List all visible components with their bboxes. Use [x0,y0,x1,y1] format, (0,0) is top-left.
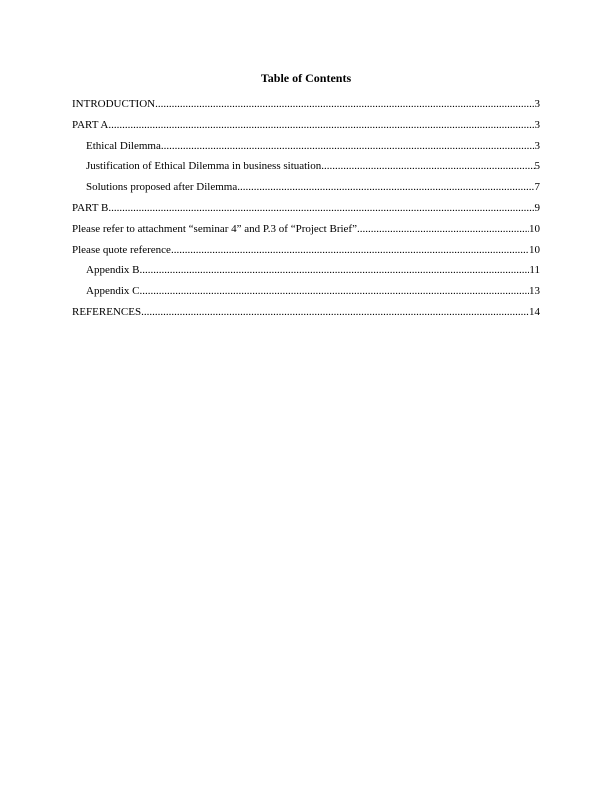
toc-dot-leader [171,243,529,257]
toc-entry-label: PART A [72,118,109,131]
toc-entry-page: 5 [534,160,540,173]
toc-entry-label: INTRODUCTION [72,98,156,110]
toc-entry-solutions[interactable] [72,180,540,201]
toc-entry-page: 14 [529,305,540,318]
toc-entry-page: 3 [534,98,540,110]
toc-dot-leader [357,222,529,236]
toc-entry-page: 10 [529,222,540,235]
toc-dot-leader [141,305,529,319]
toc-entry-page: 13 [529,285,540,298]
toc-title: Table of Contents [260,71,352,85]
toc-entry-ethical-dilemma[interactable] [72,139,540,160]
toc-dot-leader [155,97,534,111]
toc-dot-leader [108,118,534,132]
toc-entry-quote-reference[interactable] [72,243,540,264]
toc-entry-references[interactable] [72,305,540,326]
toc-dot-leader [321,159,534,173]
toc-entry-appendix-b[interactable] [72,263,540,284]
toc-entry-page: 3 [534,139,540,152]
toc-dot-leader [161,139,535,153]
toc-entry-label: Justification of Ethical Dilemma in business situation [86,160,322,173]
toc-dot-leader [139,263,529,277]
toc-entry-introduction[interactable] [72,97,540,118]
toc-entry-page: 10 [529,243,540,256]
toc-entry-attachment-reference[interactable] [72,222,540,243]
toc-entry-label: Ethical Dilemma [86,139,161,152]
toc-entry-label: Appendix B [86,264,140,277]
toc-entry-part-b[interactable] [72,201,540,222]
toc-entry-justification[interactable] [72,159,540,180]
toc-entry-label: PART B [72,201,109,214]
table-of-contents [72,97,540,326]
toc-entry-label: REFERENCES [72,305,142,318]
toc-entry-appendix-c[interactable] [72,284,540,305]
toc-entry-label: Please refer to attachment “seminar 4” and P.3 of “Project Brief” [72,222,357,235]
toc-dot-leader [237,180,534,194]
toc-entry-page: 9 [534,201,540,214]
toc-entry-label: Please quote reference [72,243,171,256]
toc-entry-page: 3 [534,118,540,131]
toc-entry-label: Appendix C [86,285,140,298]
toc-dot-leader [139,284,529,298]
toc-entry-label: Solutions proposed after Dilemma [86,181,238,194]
toc-dot-leader [108,201,534,215]
toc-entry-page: 11 [529,264,540,277]
toc-entry-part-a[interactable] [72,118,540,139]
toc-entry-page: 7 [534,181,540,194]
